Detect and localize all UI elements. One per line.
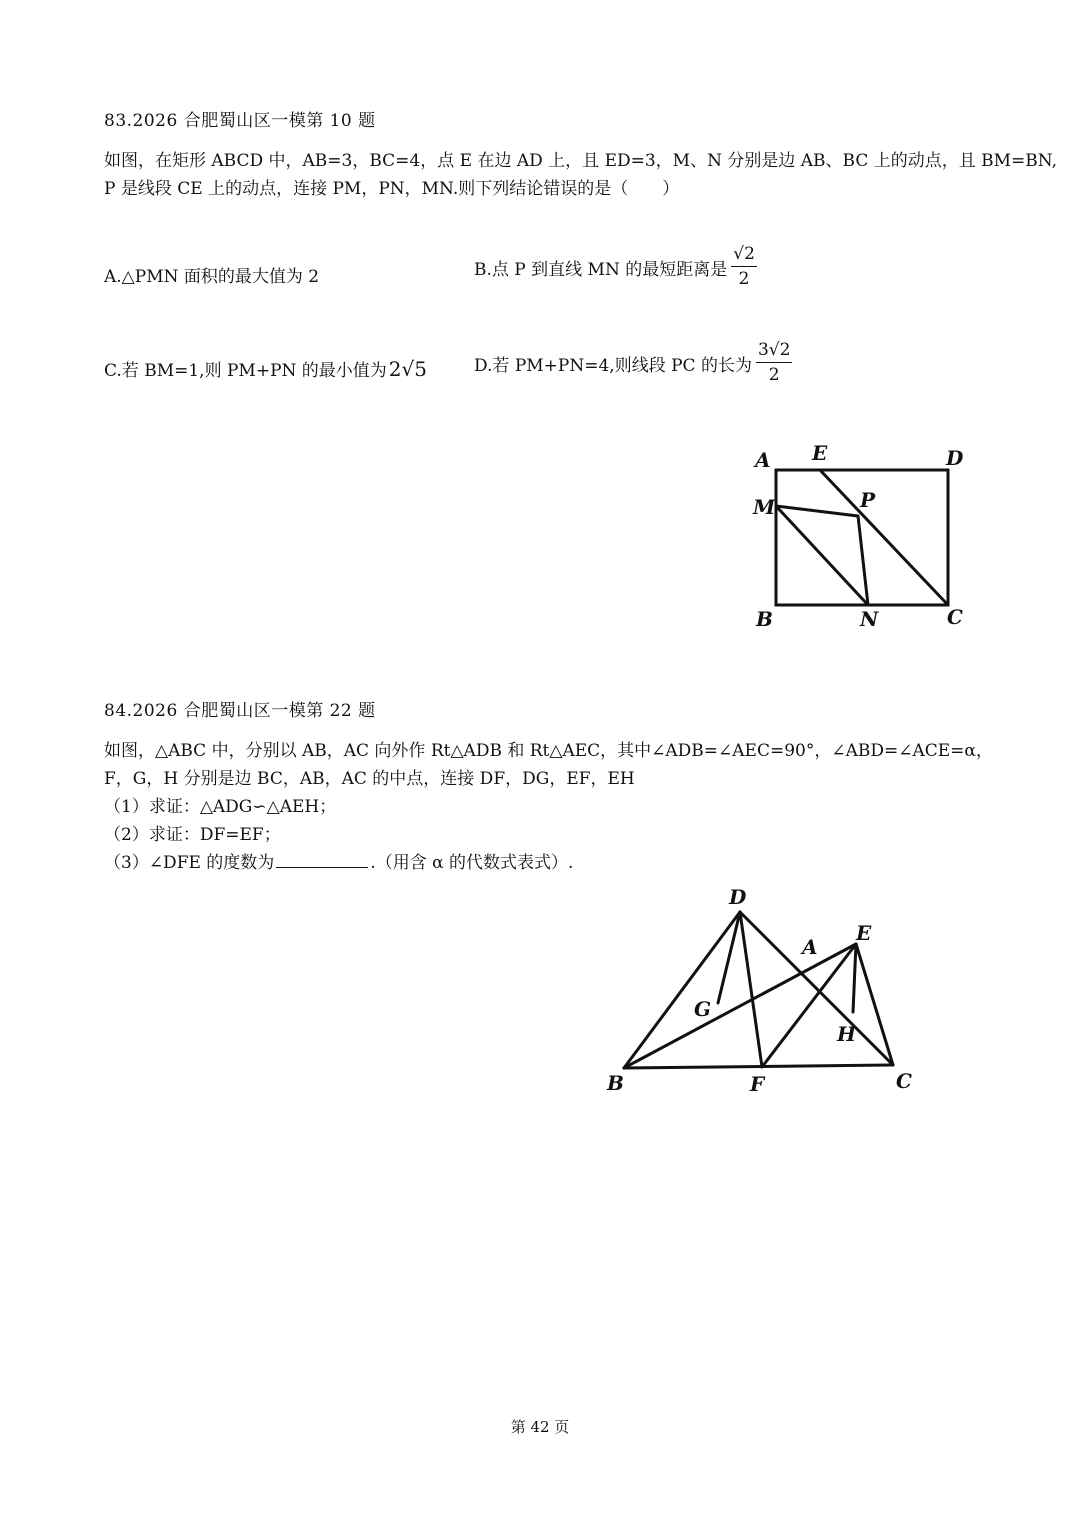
label-h: H — [837, 1022, 856, 1046]
q84-part1: （1）求证：△ADG∽△AEH； — [104, 797, 337, 817]
label-p: P — [860, 488, 876, 512]
segment-be — [624, 944, 856, 1068]
segment-mn — [776, 506, 868, 605]
segment-pm — [776, 506, 858, 516]
segment-df — [740, 912, 762, 1067]
q84-figure — [600, 878, 940, 1098]
label-e: E — [856, 921, 872, 945]
segment-ce — [820, 470, 948, 605]
q83-stem-line1: 如图，在矩形 ABCD 中，AB=3，BC=4，点 E 在边 AD 上，且 ED=3，M、N 分别是边 AB、BC 上的动点，且 BM=BN, — [104, 151, 1057, 171]
part3-prefix: （3）∠DFE 的度数为 — [104, 853, 275, 873]
label-g: G — [694, 997, 712, 1021]
option-d-denominator: 2 — [768, 365, 780, 385]
q83-figure — [740, 436, 980, 636]
label-f: F — [750, 1072, 765, 1096]
option-a-text: A.△PMN 面积的最大值为 2 — [104, 267, 320, 287]
option-b-text: B.点 P 到直线 MN 的最短距离是 — [474, 259, 728, 280]
option-c-text: C.若 BM=1,则 PM+PN 的最小值为 — [104, 361, 387, 381]
q84-stem-line2: F，G，H 分别是边 BC，AB，AC 的中点，连接 DF，DG，EF，EH — [104, 769, 635, 789]
segment-pn — [858, 516, 868, 605]
q83-option-c — [104, 356, 427, 381]
q84-stem-line1: 如图，△ABC 中，分别以 AB，AC 向外作 Rt△ADB 和 Rt△AEC，其中∠ADB=∠AEC=90°，∠ABD=∠ACE=α， — [104, 741, 993, 761]
label-d: D — [946, 446, 964, 470]
label-b: B — [756, 607, 773, 631]
option-b-fraction — [731, 246, 757, 288]
segment-bc — [624, 1065, 893, 1068]
q83-option-b — [474, 246, 757, 288]
q83-title: 83.2026 合肥蜀山区一模第 10 题 — [104, 111, 376, 131]
q84-part3 — [104, 848, 573, 873]
option-c-value: 2√5 — [388, 356, 427, 381]
answer-blank[interactable] — [276, 853, 368, 868]
label-a: A — [755, 448, 771, 472]
option-d-fraction — [756, 342, 792, 384]
label-n: N — [860, 607, 879, 631]
label-c: C — [947, 605, 963, 629]
segment-eh — [853, 944, 856, 1012]
label-d: D — [729, 885, 747, 909]
segment-ef — [762, 944, 856, 1067]
label-c: C — [896, 1069, 912, 1093]
option-b-numerator: √2 — [731, 246, 757, 267]
q84-title: 84.2026 合肥蜀山区一模第 22 题 — [104, 701, 376, 721]
label-b: B — [607, 1071, 624, 1095]
option-d-text: D.若 PM+PN=4,则线段 PC 的长为 — [474, 355, 752, 376]
label-a: A — [802, 935, 818, 959]
label-e: E — [812, 441, 828, 465]
page-number: 第 42 页 — [510, 1418, 570, 1436]
option-b-denominator: 2 — [738, 269, 750, 289]
label-m: M — [753, 495, 776, 519]
q83-option-a — [104, 262, 319, 287]
q83-option-d — [474, 342, 792, 384]
part3-suffix: .（用含 α 的代数式表式）. — [370, 853, 574, 873]
option-d-numerator: 3√2 — [756, 342, 792, 363]
q84-part2: （2）求证：DF=EF； — [104, 825, 281, 845]
q83-stem-line2: P 是线段 CE 上的动点，连接 PM，PN，MN.则下列结论错误的是（ ） — [104, 179, 680, 199]
